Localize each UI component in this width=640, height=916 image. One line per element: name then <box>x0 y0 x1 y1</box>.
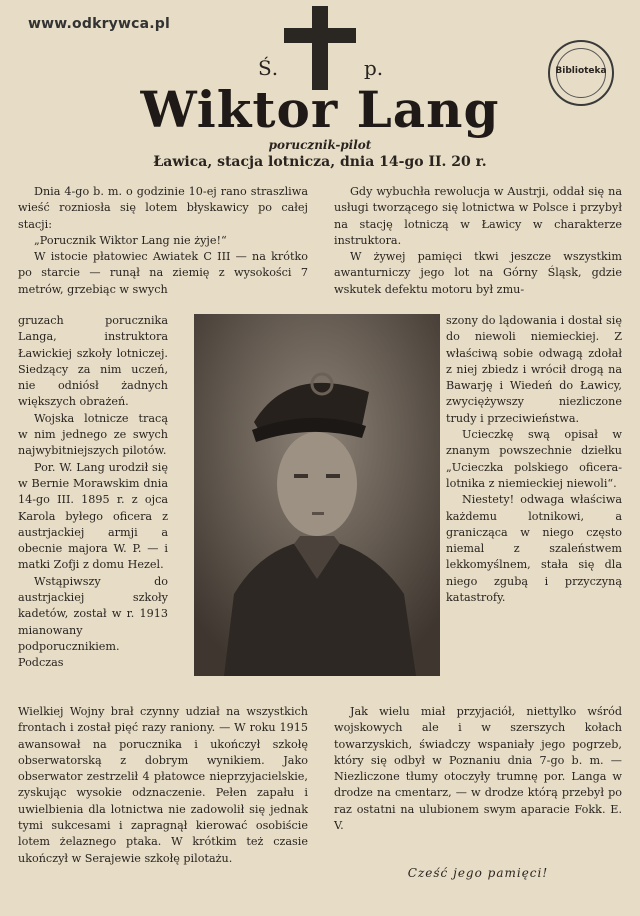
paragraph: Gdy wybuchła rewolucja w Austrji, oddał się na usługi tworzącego się lotnictwa w Polsce i przybył na stację lotniczą w Ławicy w charakterze instruktora. <box>334 185 622 247</box>
cross-icon <box>284 6 356 90</box>
right-column-top <box>334 184 622 298</box>
dateline: Ławica, stacja lotnicza, dnia 14-go II. 20 r. <box>153 154 487 170</box>
paragraph: Wojska lotnicze tracą w nim jednego ze swych najwybitniejszych pilotów. <box>18 411 168 458</box>
paragraph: Ucieczkę swą opisał w znanym powszechnie dziełku „Ucieczka polskiego oficera-lotnika z niemieckiej niewoli“. <box>446 428 622 490</box>
watermark-text: www.odkrywca.pl <box>28 16 171 32</box>
sp-left: Ś. <box>258 56 279 80</box>
closing-line: Cześć jego pamięci! <box>407 866 549 880</box>
right-column-middle <box>446 313 622 606</box>
paragraph: szony do lądowania i dostał się do niewoli niemieckiej. Z właściwą sobie odwagą zdołał z niej zbiedz i wrócił drogą na Bawarję i Wiedeń do Ławicy, zwyciężywszy niezliczone trudy i przeciwieństwa. <box>446 314 622 425</box>
paragraph: gruzach porucznika Langa, instruktora Ławickiej szkoły lotniczej. Siedzący za nim uczeń, nie odniósł żadnych większych obrażeń. <box>18 314 168 409</box>
paragraph: W żywej pamięci tkwi jeszcze wszystkim awanturniczy jego lot na Górny Śląsk, gdzie wskutek defektu motoru był zmu- <box>334 250 622 296</box>
paragraph: Niestety! odwaga właściwa każdemu lotnikowi, a granicząca w niego często niemal z szaleństwem lekkomyślnem, stała się dla niego zgubą i przyczyną katastrofy. <box>446 493 622 605</box>
paragraph: Por. W. Lang urodził się w Bernie Morawskim dnia 14-go III. 1895 r. z ojca Karola byłego oficera z austrjackiej armji a obecnie majora W. P. — i matki Zofji z domu Hezel. <box>18 460 168 572</box>
sp-right: p. <box>364 56 384 80</box>
rank-subtitle: porucznik-pilot <box>268 138 372 152</box>
stamp-label: Biblioteka <box>555 66 607 76</box>
paragraph: „Porucznik Wiktor Lang nie żyje!“ <box>34 233 227 247</box>
portrait-photo <box>194 314 440 676</box>
left-column-bottom <box>18 704 308 867</box>
portrait-image <box>194 314 440 676</box>
left-column-middle <box>18 313 168 672</box>
paragraph: Jak wielu miał przyjaciół, niettylko wśród wojskowych ale i w szerszych kołach towarzyskich, świadczy wspaniały jego pogrzeb, który się odbył w Poznaniu dnia 7-go b. m. — Niezliczone tłumy otoczyły trumnę por. Langa w drodze na cmentarz, — w drodze którą przebył po raz ostatni na ulubionem swym aparacie Fokk. E. V. <box>334 705 622 833</box>
paragraph: Wstąpiwszy do austrjackiej szkoły kadetów, został w r. 1913 mianowany podporucznikiem. Podczas <box>18 574 168 670</box>
paragraph: Dnia 4-go b. m. o godzinie 10-ej rano straszliwa wieść rozniosła się lotem błyskawicy po całej stacji: <box>18 185 308 231</box>
right-column-bottom <box>334 704 622 834</box>
page-title: Wiktor Lang <box>140 80 500 139</box>
left-column-top <box>18 184 308 298</box>
paragraph: Wielkiej Wojny brał czynny udział na wszystkich frontach i został pięć razy raniony. — W roku 1915 awansował na porucznika i ukończył szkołę obserwatorską z dobrym wynikiem. Jako obserwator zestrzelił 4 płatowce nieprzyjacielskie, zyskując wysokie odznaczenie. Pełen zapału i uwielbienia dla lotnictwa nie zadowolił się jednak tymi sukcesami i zapragnął kierować osobiście lotem żelaznego ptaka. W krótkim też czasie ukończył w Serajewie szkołę pilotażu. <box>18 705 308 865</box>
paragraph: W istocie płatowiec Awiatek C III — na krótko po starcie — runął na ziemię z wysokości 7 metrów, grzebiąc w swych <box>18 250 308 296</box>
